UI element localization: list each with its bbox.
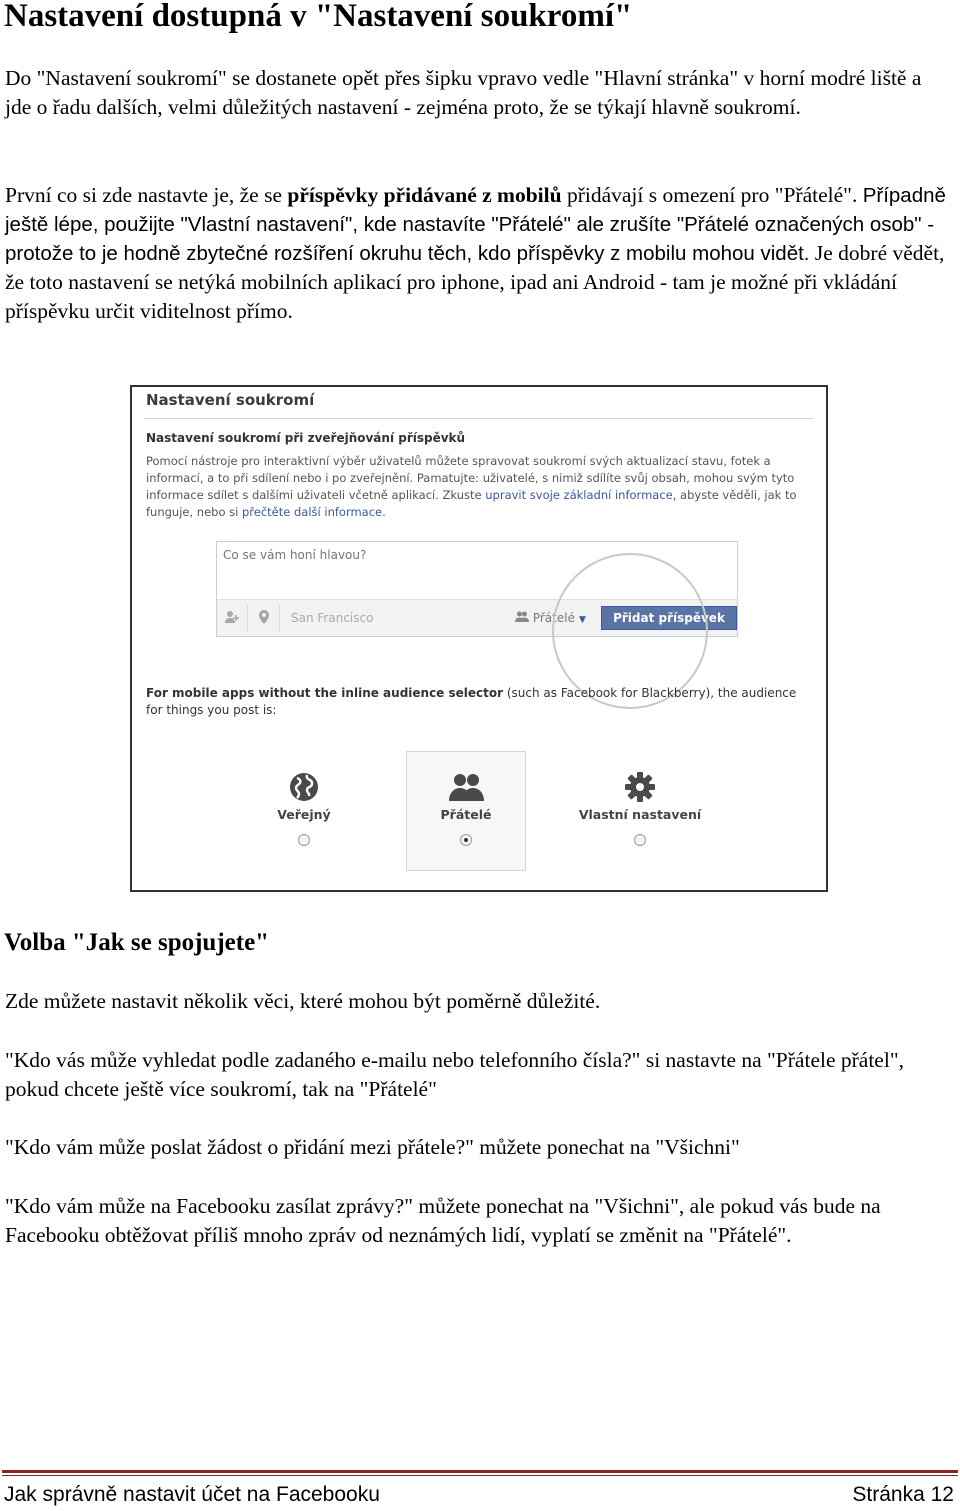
globe-icon (288, 771, 320, 803)
option-public-radio[interactable] (298, 834, 310, 846)
privacy-settings-screenshot (130, 385, 828, 892)
footer-page-number: Stránka 12 (852, 1483, 954, 1506)
mobile-para-bold: příspěvky přidávané z mobilů (287, 183, 562, 207)
option-custom-label: Vlastní nastavení (578, 807, 702, 822)
desc-text-3: . (382, 505, 386, 519)
mobile-posts-paragraph (5, 181, 950, 326)
location-text: San Francisco (291, 611, 374, 625)
chevron-down-icon: ▼ (578, 615, 586, 625)
status-input[interactable] (223, 548, 523, 562)
page-heading: Nastavení dostupná v "Nastavení soukromí" (4, 0, 633, 34)
audience-friends-icon (515, 611, 529, 623)
friends-icon (448, 771, 484, 803)
section2-paragraph-1: Zde můžete nastavit několik věci, které mohou být poměrně důležité. (5, 989, 601, 1013)
toolbar-divider (279, 604, 280, 632)
option-friends[interactable] (416, 771, 516, 846)
desc-text-2: , abyste věděli, jak to funguje, nebo si (146, 488, 797, 519)
screenshot-subtitle: Nastavení soukromí při zveřejňování příspěvků (146, 431, 466, 445)
edit-info-link[interactable]: upravit svoje základní informace (485, 488, 673, 502)
mobile-note-bold: For mobile apps without the inline audience selector (146, 686, 504, 700)
audience-label: Přátelé (532, 611, 575, 625)
mobile-apps-note (146, 685, 816, 719)
option-public-label: Veřejný (277, 807, 331, 822)
option-custom-radio[interactable] (634, 834, 646, 846)
footer-rule-thin (2, 1475, 958, 1476)
option-public[interactable] (254, 771, 354, 846)
mobile-para-part3: Případně ještě lépe, použijte "Vlastní nastavení", kde nastavíte "Přátelé" ale zrušíte "Přátelé označených osob" - protože to je hodně zbytečné rozšíření okruhu těch, kdo příspěvky z mobilu mohou vidět. (5, 184, 946, 265)
section2-paragraph-2: "Kdo vás může vyhledat podle zadaného e-mailu nebo telefonního čísla?" si nastavte na "Přátele přátel", pokud chcete ještě více soukromí, tak na "Přátelé" (5, 1048, 904, 1101)
gear-icon (624, 771, 656, 803)
learn-more-link[interactable]: přečtěte další informace (242, 505, 383, 519)
location-pin-icon[interactable] (255, 609, 273, 627)
section-heading-connect: Volba "Jak se spojujete" (4, 929, 270, 956)
mobile-para-part4: Je dobré vědět, že toto nastavení se netýká mobilních aplikací pro iphone, ipad ani Android - tam je možné při vkládání příspěvku určit viditelnost přímo. (5, 241, 945, 323)
desc-text-1: Pomocí nástroje pro interaktivní výběr uživatelů můžete spravovat soukromí svých aktualizací stavu, fotek a informací, a to při sdílení nebo i po zveřejnění. Pamatujte: uživatelé, s nimiž sdílíte svůj obsah, mohou svým tyto informace sdílet s dalšími uživateli včetně aplikací. Zkuste (146, 454, 795, 502)
mobile-para-part1: První co si zde nastavte je, že se (5, 183, 288, 207)
title-divider (144, 418, 814, 419)
intro-paragraph: Do "Nastavení soukromí" se dostanete opět přes šipku vpravo vedle "Hlavní stránka" v horní modré liště a jde o řadu dalších, velmi důležitých nastavení - zejména proto, že se týkají hlavně soukromí. (5, 66, 922, 119)
option-friends-radio[interactable] (460, 834, 472, 846)
section2-paragraph-4: "Kdo vám může na Facebooku zasílat zprávy?" můžete ponechat na "Všichni", ale pokud vás bude na Facebooku obtěžovat příliš mnoho zpráv od neznámých lidí, vyplatí se změnit na "Přátelé". (5, 1194, 881, 1247)
screenshot-description (146, 453, 811, 521)
section2-paragraph-3: "Kdo vám může poslat žádost o přidání mezi přátele?" můžete ponechat na "Všichni" (5, 1135, 740, 1159)
screenshot-title: Nastavení soukromí (146, 391, 315, 409)
tag-people-icon[interactable] (223, 609, 241, 627)
toolbar-divider (247, 604, 248, 632)
option-friends-label: Přátelé (440, 807, 492, 822)
mobile-para-part2: přidávají s omezení pro "Přátelé". (561, 183, 863, 207)
footer-rule-thick (2, 1470, 958, 1473)
footer-title: Jak správně nastavit účet na Facebooku (4, 1483, 380, 1506)
post-button[interactable]: Přidat příspěvek (601, 606, 737, 630)
mobile-note-rest: (such as Facebook for Blackberry), the audience for things you post is: (146, 686, 797, 717)
option-custom[interactable] (570, 771, 710, 846)
